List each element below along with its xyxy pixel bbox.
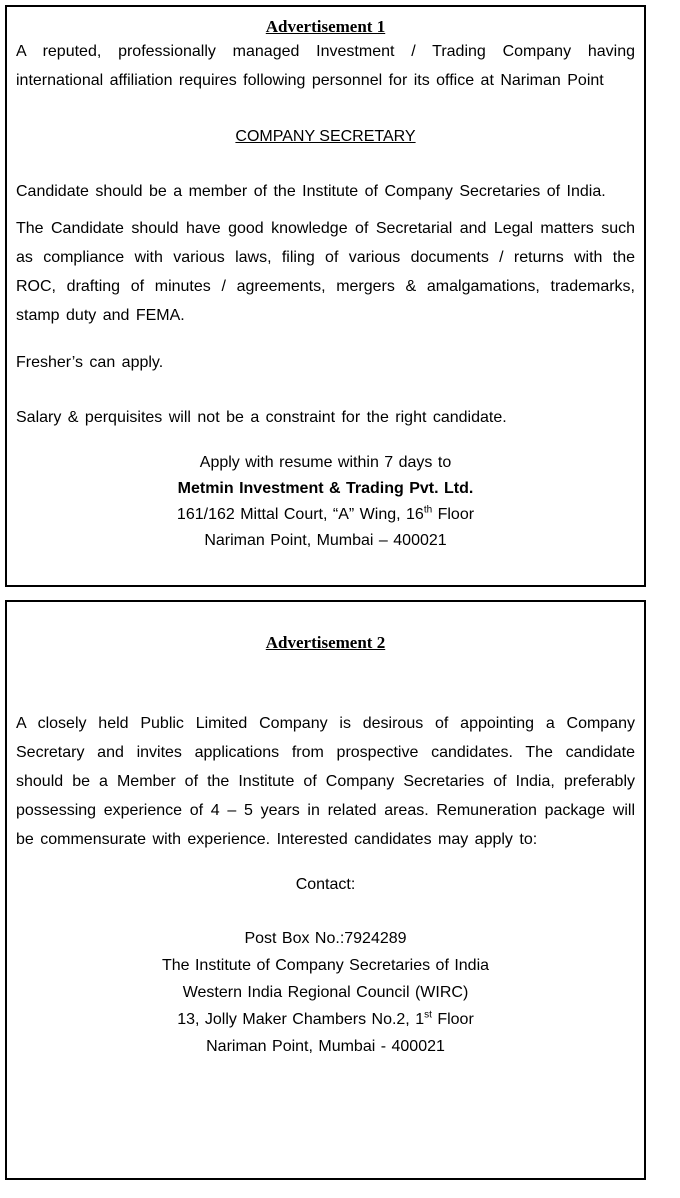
council-line: Western India Regional Council (WIRC) bbox=[182, 984, 469, 1001]
post-box-line: Post Box No.:7924289 bbox=[244, 930, 407, 947]
address-line1-suffix: Floor bbox=[432, 506, 475, 523]
salary-line: Salary & perquisites will not be a constraint for the right candidate. bbox=[16, 409, 507, 426]
contact-address-line bbox=[16, 1006, 635, 1033]
company-address-line-1 bbox=[16, 502, 635, 528]
knowledge-paragraph: The Candidate should have good knowledge of Secretarial and Legal matters such as compliance with various laws, filing of various documents / returns with the ROC, drafting of minutes / agreements, mergers & amalgamations, trademarks, stamp duty and FEMA. bbox=[16, 220, 635, 324]
advertisement-1-box bbox=[5, 5, 646, 587]
position-heading: COMPANY SECRETARY bbox=[235, 128, 416, 145]
advertisement-2-body-paragraph: A closely held Public Limited Company is desirous of appointing a Company Secretary and invites applications from prospective candidates. The candidate should be a Member of the Institute of Company Secretaries of India, preferably possessing experience of 4 – 5 years in related areas. Remuneration package will be commensurate with experience. Interested candidates may apply to: bbox=[16, 715, 635, 848]
contact-address-suffix: Floor bbox=[431, 1011, 474, 1028]
advertisement-2-box bbox=[5, 600, 646, 1180]
address-line1-ordinal-suffix: th bbox=[423, 504, 433, 516]
advertisement-1-title: Advertisement 1 bbox=[265, 17, 386, 36]
freshers-line: Fresher’s can apply. bbox=[16, 354, 164, 371]
apply-address-block bbox=[16, 450, 635, 554]
requirement-line: Candidate should be a member of the Institute of Company Secretaries of India. bbox=[16, 183, 606, 200]
company-name: Metmin Investment & Trading Pvt. Ltd. bbox=[177, 480, 474, 497]
advertisement-2-title: Advertisement 2 bbox=[265, 633, 386, 652]
contact-city-line: Nariman Point, Mumbai - 400021 bbox=[206, 1038, 445, 1055]
contact-label: Contact: bbox=[295, 876, 356, 893]
institute-line: The Institute of Company Secretaries of India bbox=[161, 957, 490, 974]
contact-address-block bbox=[16, 925, 635, 1060]
advertisement-1-intro-paragraph: A reputed, professionally managed Investment / Trading Company having international affiliation requires following personnel for its office at Nariman Point bbox=[16, 43, 635, 89]
company-address-line-2: Nariman Point, Mumbai – 400021 bbox=[204, 532, 447, 549]
address-line1-prefix: 161/162 Mittal Court, “A” Wing, 16 bbox=[176, 506, 424, 523]
contact-address-ordinal-suffix: st bbox=[424, 1009, 432, 1021]
contact-address-prefix: 13, Jolly Maker Chambers No.2, 1 bbox=[177, 1011, 425, 1028]
apply-line: Apply with resume within 7 days to bbox=[199, 454, 452, 471]
